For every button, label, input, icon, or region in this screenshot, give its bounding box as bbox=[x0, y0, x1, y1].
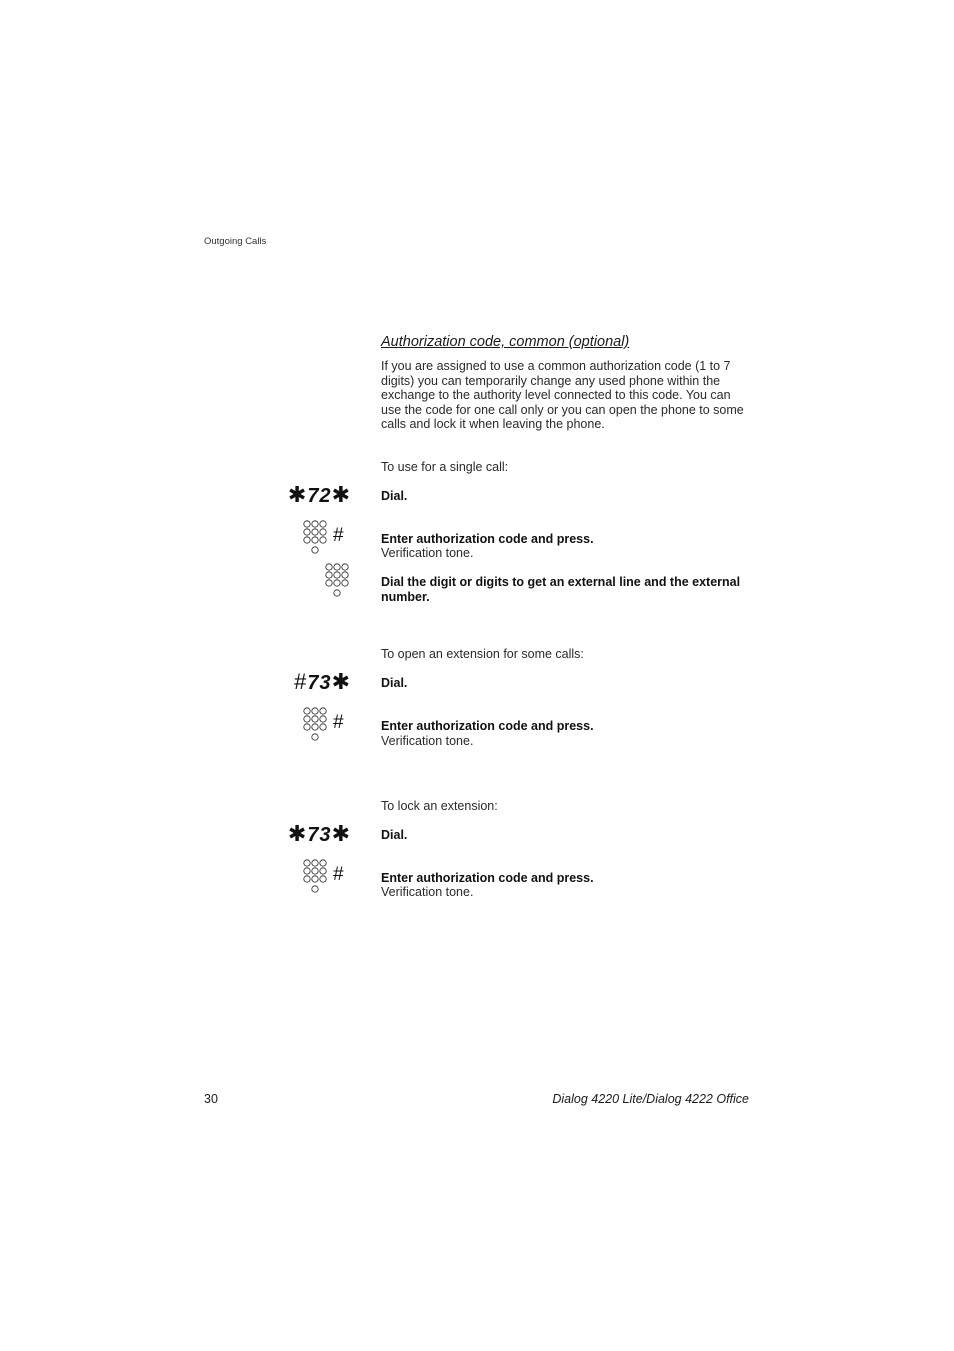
open-extension-label: To open an extension for some calls: bbox=[381, 647, 584, 661]
step-note: Verification tone. bbox=[381, 546, 474, 560]
step-enter-code: Enter authorization code and press. bbox=[381, 719, 594, 733]
hash-key-icon: # bbox=[333, 525, 344, 546]
keypad-icon bbox=[303, 859, 329, 895]
step-dial: Dial. bbox=[381, 489, 408, 503]
code-digits: 73 bbox=[307, 672, 332, 694]
step-dial: Dial. bbox=[381, 676, 408, 690]
intro-line: use the code for one call only or you can open the phone to some bbox=[381, 402, 744, 417]
single-call-label: To use for a single call: bbox=[381, 460, 509, 474]
code-hash-73-star bbox=[294, 669, 351, 695]
running-header: Outgoing Calls bbox=[204, 236, 267, 247]
star-key-icon: ✱ bbox=[287, 482, 308, 507]
intro-paragraph bbox=[381, 359, 761, 432]
step-enter-code: Enter authorization code and press. bbox=[381, 871, 594, 885]
intro-line: calls and lock it when leaving the phone. bbox=[381, 417, 605, 431]
keypad-icon bbox=[325, 563, 351, 599]
intro-line: digits) you can temporarily change any used phone within the bbox=[381, 373, 721, 388]
star-key-icon: ✱ bbox=[331, 482, 351, 507]
intro-line: exchange to the authority level connected to this code. You can bbox=[381, 388, 731, 402]
hash-key-icon: # bbox=[333, 864, 344, 885]
step-note: Verification tone. bbox=[381, 885, 474, 899]
hash-key-icon: # bbox=[294, 669, 308, 694]
star-key-icon: ✱ bbox=[331, 821, 351, 846]
keypad-icon bbox=[303, 520, 329, 556]
page-number: 30 bbox=[204, 1092, 218, 1106]
step-dial-external-line1: Dial the digit or digits to get an external line and the external bbox=[381, 575, 741, 589]
keypad-icon bbox=[303, 707, 329, 743]
code-digits: 73 bbox=[307, 824, 332, 846]
code-digits: 72 bbox=[307, 485, 332, 507]
step-enter-code: Enter authorization code and press. bbox=[381, 532, 594, 546]
section-title: Authorization code, common (optional) bbox=[381, 334, 630, 350]
star-key-icon: ✱ bbox=[331, 669, 351, 694]
lock-extension-label: To lock an extension: bbox=[381, 799, 498, 813]
intro-line: If you are assigned to use a common authorization code (1 to 7 bbox=[381, 359, 731, 373]
step-note: Verification tone. bbox=[381, 734, 474, 748]
step-dial-external-line2: number. bbox=[381, 590, 430, 604]
code-star-73-star bbox=[288, 821, 351, 847]
code-star-72-star bbox=[288, 482, 351, 508]
document-title: Dialog 4220 Lite/Dialog 4222 Office bbox=[552, 1092, 749, 1106]
star-key-icon: ✱ bbox=[287, 821, 308, 846]
step-dial: Dial. bbox=[381, 828, 408, 842]
hash-key-icon: # bbox=[333, 712, 344, 733]
